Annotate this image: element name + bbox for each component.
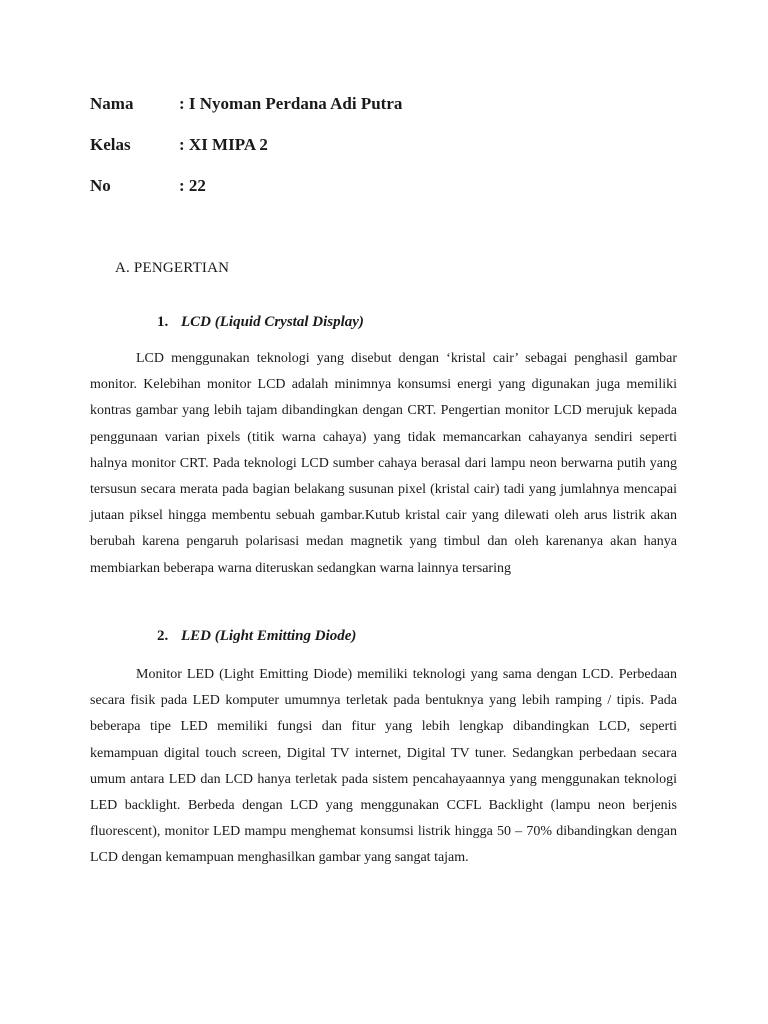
no-row xyxy=(90,176,206,196)
kelas-label: Kelas xyxy=(90,135,131,154)
nama-row xyxy=(90,94,402,114)
lcd-heading xyxy=(157,312,364,332)
led-number: 2. xyxy=(157,628,169,644)
section-heading-pengertian: A. PENGERTIAN xyxy=(115,260,230,276)
led-paragraph: Monitor LED (Light Emitting Diode) memiliki teknologi yang sama dengan LCD. Perbedaan secara fisik pada LED komputer umumnya terletak pada bentuknya yang lebih ramping / tipis. Pada beberapa tipe LED memiliki fungsi dan fitur yang lebih lengkap dibandingkan LCD, seperti kemampuan digital touch screen, Digital TV internet, Digital TV tuner. Sedangkan perbedaan secara umum antara LED dan LCD hanya terletak pada sistem pencahayaannya yang menggunakan teknologi LED backlight. Berbeda dengan LCD yang menggunakan CCFL Backlight (lampu neon berjenis fluorescent), monitor LED mampu menghemat konsumsi listrik hingga 50 – 70% dibandingkan dengan LCD dengan kemampuan menghasilkan gambar yang sangat tajam. xyxy=(90,667,677,866)
led-heading xyxy=(157,626,356,646)
lcd-paragraph: LCD menggunakan teknologi yang disebut dengan ‘kristal cair’ sebagai penghasil gambar monitor. Kelebihan monitor LCD adalah minimnya konsumsi energi yang digunakan juga memiliki kontras gambar yang lebih tajam dibandingkan dengan CRT. Pengertian monitor LCD merujuk kepada penggunaan varian pixels (titik warna cahaya) yang tidak memancarkan cahayanya sendiri seperti halnya monitor CRT. Pada teknologi LCD sumber cahaya berasal dari lampu neon berwarna putih yang tersusun secara merata pada bagian belakang susunan pixel (kristal cair) tadi yang jumlahnya mencapai jutaan piksel hingga membentu sebuah gambar.Kutub kristal cair yang dilewati oleh arus listrik akan berubah karena pengaruh polarisasi medan magnetik yang timbul dan oleh karenanya akan hanya membiarkan beberapa warna diteruskan sedangkan warna lainnya tersaring xyxy=(90,351,677,576)
lcd-number: 1. xyxy=(157,314,169,330)
no-label: No xyxy=(90,176,111,195)
no-value: : 22 xyxy=(179,176,206,195)
kelas-row xyxy=(90,135,268,155)
lcd-title: LCD (Liquid Crystal Display) xyxy=(181,314,364,330)
nama-label: Nama xyxy=(90,94,134,113)
nama-value: : I Nyoman Perdana Adi Putra xyxy=(179,94,403,113)
kelas-value: : XI MIPA 2 xyxy=(179,135,268,154)
led-title: LED (Light Emitting Diode) xyxy=(181,628,357,644)
